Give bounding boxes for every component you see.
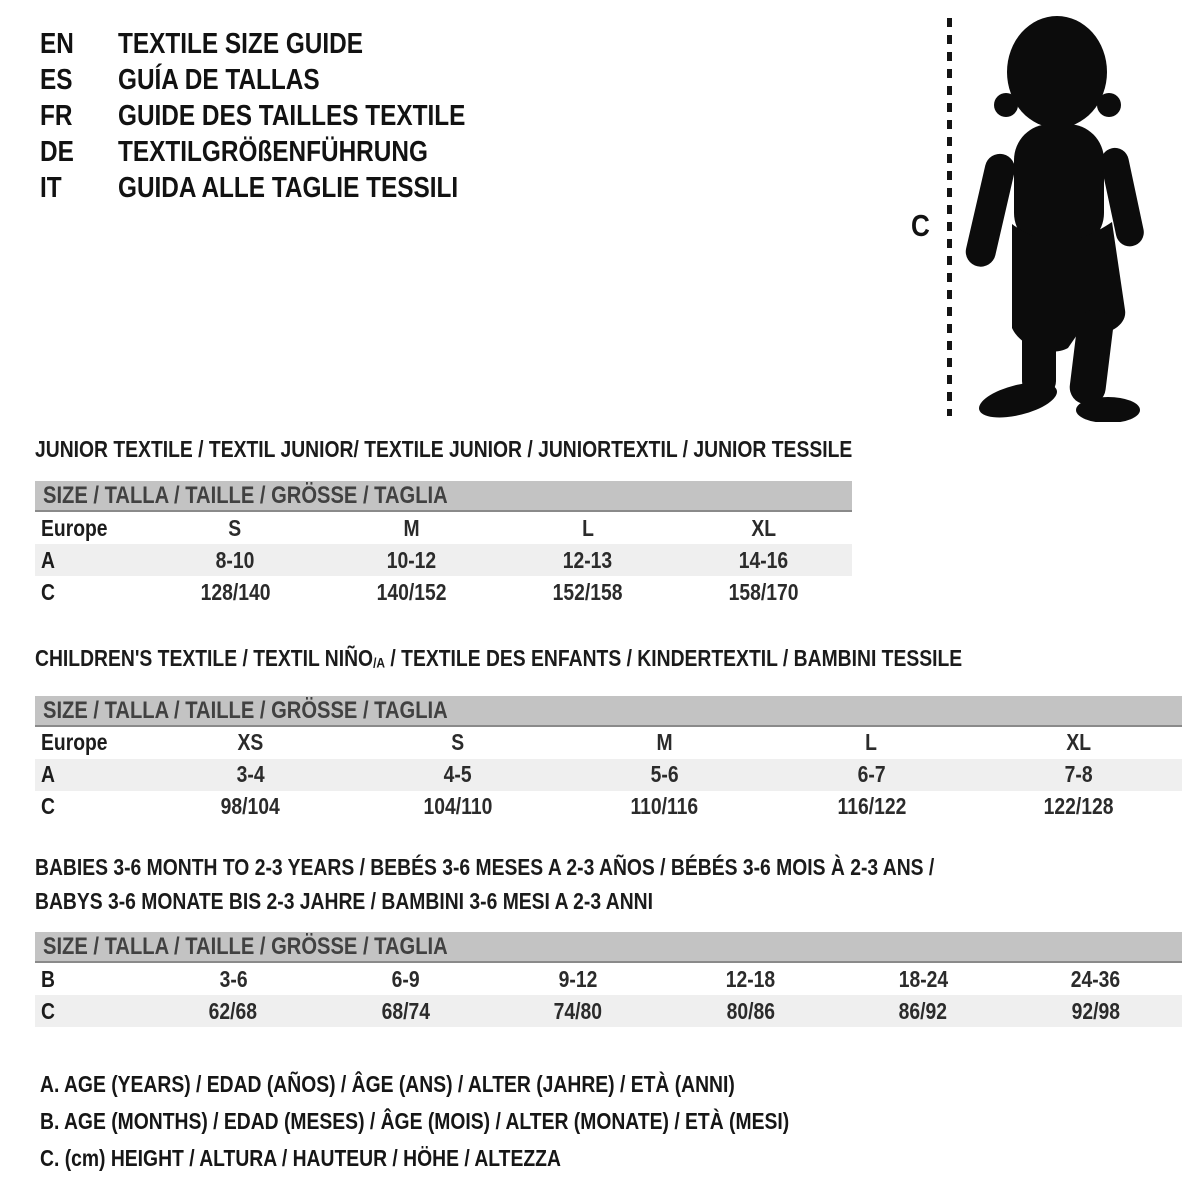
size-header-bar <box>35 481 852 512</box>
junior-heading-text: JUNIOR TEXTILE / TEXTIL JUNIOR/ TEXTILE JUNIOR / JUNIORTEXTIL / JUNIOR TESSILE <box>35 436 853 462</box>
legend-item: A. AGE (YEARS) / EDAD (AÑOS) / ÂGE (ANS) / ALTER (JAHRE) / ETÀ (ANNI) <box>40 1071 735 1097</box>
table-cell: 92/98 <box>1071 997 1120 1024</box>
table-cell: 74/80 <box>554 997 603 1024</box>
language-item <box>40 62 532 98</box>
table-cell: 24-36 <box>1071 965 1121 992</box>
table-cell: Europe <box>41 514 108 541</box>
babies-heading-line2: BABYS 3-6 MONATE BIS 2-3 JAHRE / BAMBINI 3-6 MESI A 2-3 ANNI <box>35 888 653 914</box>
table-cell: 7-8 <box>1064 761 1093 788</box>
table-cell: 128/140 <box>200 578 271 605</box>
table-row <box>35 995 1182 1027</box>
table-cell: 14-16 <box>739 546 789 573</box>
table-cell: 6-7 <box>857 761 886 788</box>
table-cell: 9-12 <box>558 965 598 992</box>
size-header-label: SIZE / TALLA / TAILLE / GRÖSSE / TAGLIA <box>43 482 448 509</box>
table-cell: XL <box>751 514 777 541</box>
table-cell: 86/92 <box>899 997 948 1024</box>
table-cell: 6-9 <box>391 965 420 992</box>
height-measure-label: C <box>911 208 930 243</box>
table-cell: 104/110 <box>423 793 492 820</box>
table-cell: 12-13 <box>562 546 613 573</box>
table-cell: S <box>228 514 242 541</box>
table-row <box>35 791 1182 823</box>
size-header-bar <box>35 932 1182 963</box>
language-item <box>40 134 532 170</box>
table-row <box>35 759 1182 791</box>
table-row <box>35 544 852 576</box>
language-code: ES <box>40 64 73 96</box>
nino-a-suffix: /A <box>373 655 386 672</box>
table-cell: 98/104 <box>220 793 281 820</box>
toddler-silhouette-icon <box>961 12 1153 422</box>
table-cell: XS <box>237 729 264 756</box>
table-cell: 8-10 <box>215 546 255 573</box>
table-cell: 62/68 <box>209 997 258 1024</box>
table-cell: XL <box>1066 729 1091 756</box>
table-cell: S <box>451 729 464 756</box>
table-cell: 122/128 <box>1043 793 1114 820</box>
junior-size-table <box>35 512 852 608</box>
section-heading <box>35 850 1182 918</box>
table-cell: 4-5 <box>443 761 472 788</box>
babies-size-table <box>35 963 1182 1027</box>
table-row <box>35 963 1182 995</box>
language-code: DE <box>40 136 74 168</box>
table-cell: A <box>41 546 55 573</box>
table-row <box>35 576 852 608</box>
language-code: EN <box>40 28 74 60</box>
language-title: GUÍA DE TALLAS <box>118 64 320 96</box>
section-childrens-textile <box>35 646 1182 823</box>
language-title: GUIDA ALLE TAGLIE TESSILI <box>118 172 459 204</box>
table-cell: 140/152 <box>376 578 447 605</box>
table-cell: B <box>41 965 55 992</box>
size-header-label: SIZE / TALLA / TAILLE / GRÖSSE / TAGLIA <box>43 933 448 960</box>
table-cell: 158/170 <box>728 578 799 605</box>
table-cell: Europe <box>41 729 108 756</box>
table-cell: 116/122 <box>837 793 906 820</box>
table-cell: 68/74 <box>381 997 430 1024</box>
table-cell: 110/116 <box>630 793 699 820</box>
table-cell: 18-24 <box>898 965 948 992</box>
table-cell: L <box>581 514 594 541</box>
table-cell: 5-6 <box>650 761 679 788</box>
legend-item: B. AGE (MONTHS) / EDAD (MESES) / ÂGE (MOIS) / ALTER (MONATE) / ETÀ (MESI) <box>40 1108 790 1134</box>
language-title: TEXTILGRÖßENFÜHRUNG <box>118 136 428 168</box>
table-cell: M <box>403 514 420 541</box>
table-cell: M <box>656 729 673 756</box>
section-heading <box>35 646 1182 676</box>
children-heading-text: CHILDREN'S TEXTILE / TEXTIL NIÑO/A / TEXTILE DES ENFANTS / KINDERTEXTIL / BAMBINI TESSILE <box>35 645 963 672</box>
table-cell: C <box>41 578 55 605</box>
language-item <box>40 98 532 134</box>
table-cell: 3-4 <box>236 761 265 788</box>
language-item <box>40 26 532 62</box>
section-junior-textile <box>35 437 852 608</box>
section-babies-textile <box>35 850 1182 1027</box>
legend-item: C. (cm) HEIGHT / ALTURA / HAUTEUR / HÖHE / ALTEZZA <box>40 1145 561 1171</box>
language-title-list <box>40 26 532 206</box>
babies-heading-line1: BABIES 3-6 MONTH TO 2-3 YEARS / BEBÉS 3-6 MESES A 2-3 AÑOS / BÉBÉS 3-6 MOIS À 2-3 ANS / <box>35 854 935 880</box>
table-cell: A <box>41 761 55 788</box>
children-size-table <box>35 727 1182 823</box>
table-cell: 3-6 <box>219 965 248 992</box>
section-heading <box>35 437 852 461</box>
table-cell: 80/86 <box>726 997 775 1024</box>
table-cell: 10-12 <box>386 546 437 573</box>
table-cell: C <box>41 793 55 820</box>
table-row <box>35 512 852 544</box>
language-item <box>40 170 532 206</box>
language-code: IT <box>40 172 62 204</box>
size-header-label: SIZE / TALLA / TAILLE / GRÖSSE / TAGLIA <box>43 696 448 724</box>
figure-toddler <box>895 10 1165 424</box>
height-dashed-line <box>947 18 952 416</box>
language-title: GUIDE DES TAILLES TEXTILE <box>118 100 466 132</box>
table-row <box>35 727 1182 759</box>
legend <box>40 1066 932 1177</box>
table-cell: 152/158 <box>552 578 623 605</box>
language-title: TEXTILE SIZE GUIDE <box>118 28 363 60</box>
table-cell: C <box>41 997 55 1024</box>
table-cell: 12-18 <box>726 965 776 992</box>
table-cell: L <box>865 729 878 756</box>
language-code: FR <box>40 100 73 132</box>
size-header-bar <box>35 696 1182 727</box>
